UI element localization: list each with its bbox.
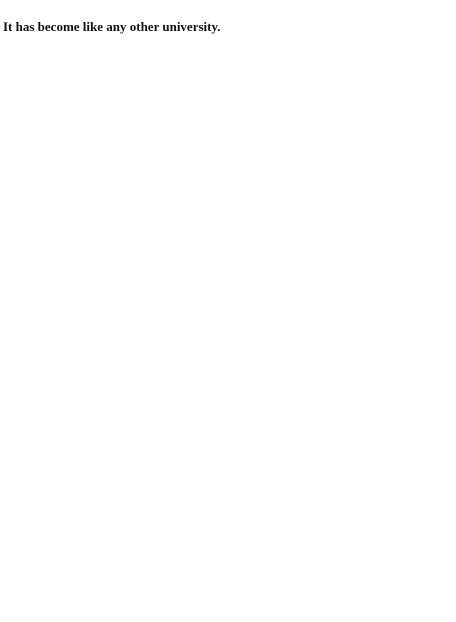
answer-1 [3,19,452,36]
answer-1-english-bold: It has become like any other university. [3,19,221,34]
document-page [0,2,456,622]
